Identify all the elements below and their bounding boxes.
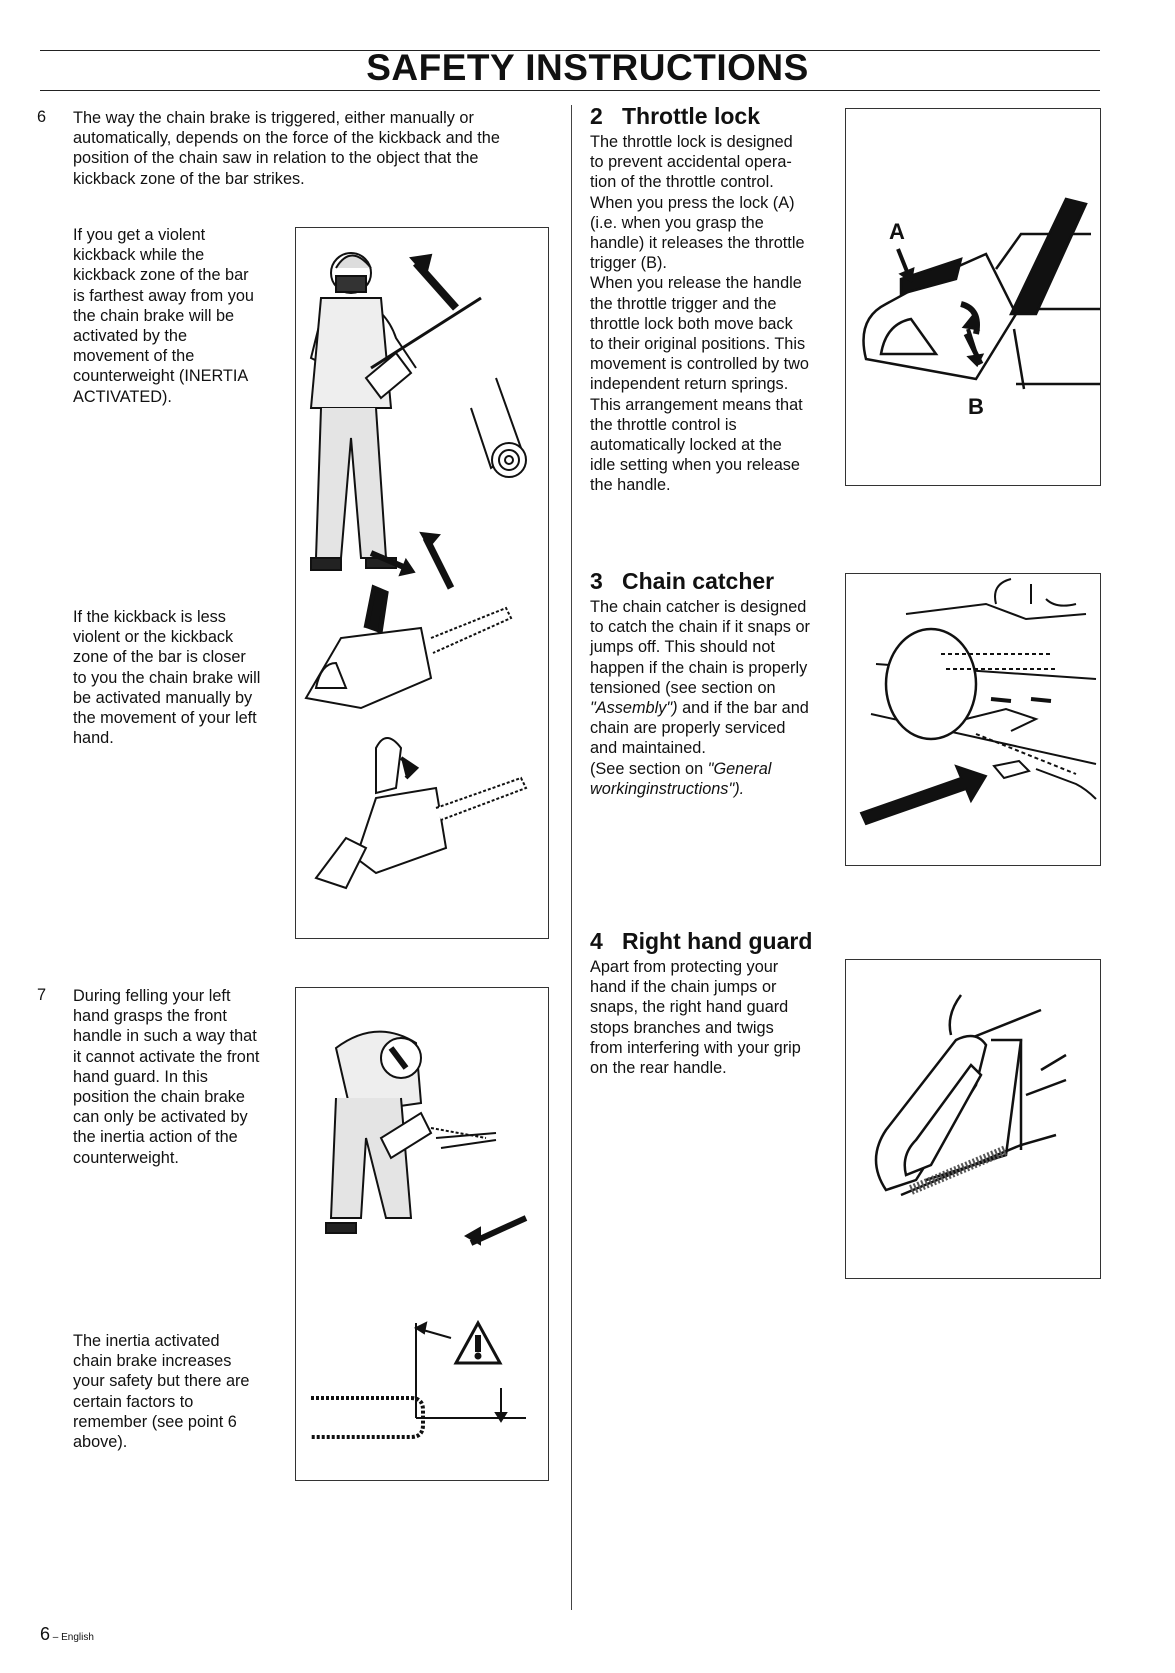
person-kickback-icon xyxy=(311,253,526,570)
text-line: can only be activated by xyxy=(73,1108,248,1127)
section-2 xyxy=(590,103,835,496)
text-line: idle setting when you release xyxy=(590,456,800,475)
text-line: and maintained. xyxy=(590,739,706,758)
text-line: movement of the xyxy=(73,347,195,366)
text-line: it cannot activate the front xyxy=(73,1047,260,1066)
text-line: handle in such a way that xyxy=(73,1027,257,1046)
text-line: kickback zone of the bar xyxy=(73,266,249,285)
text-span: (See section on xyxy=(590,759,708,778)
text-line: tion of the throttle control. xyxy=(590,173,774,192)
text-line: zone of the bar is closer xyxy=(73,648,246,667)
text-line: hand. xyxy=(73,729,114,748)
text-line: The way the chain brake is triggered, either manually or xyxy=(73,109,474,127)
person-felling-icon xyxy=(326,1032,526,1244)
text-line: to their original positions. This xyxy=(590,335,806,354)
text-line: violent or the kickback xyxy=(73,628,234,647)
text-line: kickback while the xyxy=(73,246,205,265)
text-line: tensioned (see section on xyxy=(590,678,776,697)
general-ref: "General xyxy=(707,759,772,778)
text-line: Apart from protecting your xyxy=(590,958,779,976)
text-line: hand grasps the front xyxy=(73,1007,227,1026)
item-6-illustration-box xyxy=(295,227,549,939)
item-7-illustration-box xyxy=(295,987,549,1481)
section-title: Throttle lock xyxy=(622,103,761,129)
text-line: independent return springs. xyxy=(590,375,789,394)
assembly-ref: "Assembly") xyxy=(590,699,678,718)
text-line: from interfering with your grip xyxy=(590,1038,801,1057)
section-4 xyxy=(590,928,835,1078)
text-line: to you the chain brake will xyxy=(73,668,261,687)
text-line xyxy=(590,779,845,799)
text-line: This arrangement means that xyxy=(590,395,803,414)
text-line: hand guard. In this xyxy=(73,1067,208,1086)
text-line: When you release the handle xyxy=(590,274,802,293)
text-line: (i.e. when you grasp the xyxy=(590,213,764,232)
page-number: 6 xyxy=(40,1624,51,1644)
text-line: throttle lock both move back xyxy=(590,314,793,333)
text-line: the movement of your left xyxy=(73,709,257,728)
label-b: B xyxy=(968,394,984,419)
text-line: hand if the chain jumps or xyxy=(590,978,777,997)
text-line: is farthest away from you xyxy=(73,286,254,305)
text-line: the chain brake will be xyxy=(73,306,235,325)
text-line: happen if the chain is properly xyxy=(590,658,808,677)
text-line: to prevent accidental opera- xyxy=(590,153,792,172)
item-7-felling-text xyxy=(73,986,283,1168)
text-line: When you press the lock (A) xyxy=(590,193,795,212)
text-line: position of the chain saw in relation to the object that the xyxy=(73,149,479,168)
text-line: The chain catcher is designed xyxy=(590,598,807,616)
text-line: counterweight. xyxy=(73,1148,179,1167)
right-hand-guard-icon xyxy=(846,960,1100,1278)
section-3-text xyxy=(590,597,845,799)
kickback-illustrations xyxy=(296,228,548,938)
column-divider xyxy=(571,105,572,1610)
text-span: and if the bar and xyxy=(677,699,809,718)
chain-catcher-illustration-box xyxy=(845,573,1101,866)
section-title: Right hand guard xyxy=(622,928,813,954)
text-line: above). xyxy=(73,1433,128,1452)
text-line: trigger (B). xyxy=(590,254,667,273)
page-title: SAFETY INSTRUCTIONS xyxy=(366,47,809,88)
section-heading xyxy=(590,928,835,955)
chain-warning-icon xyxy=(311,1323,526,1437)
title-underline xyxy=(40,90,1100,91)
item-6-number: 6 xyxy=(37,108,47,126)
general-ref-cont: workinginstructions"). xyxy=(590,779,745,798)
text-line: snaps, the right hand guard xyxy=(590,998,789,1017)
text-line: counterweight (INERTIA xyxy=(73,367,249,386)
section-heading xyxy=(590,103,835,130)
text-line: position the chain brake xyxy=(73,1088,245,1107)
text-line: automatically locked at the xyxy=(590,436,782,455)
item-7-inertia-text xyxy=(73,1331,283,1452)
text-line: to catch the chain if it snaps or xyxy=(590,618,810,637)
text-line: During felling your left xyxy=(73,987,231,1005)
text-line: the throttle trigger and the xyxy=(590,294,777,313)
item-7-number: 7 xyxy=(37,986,47,1004)
item-6-intro xyxy=(73,108,553,189)
section-number: 3 xyxy=(590,568,603,594)
text-line: be activated manually by xyxy=(73,688,253,707)
text-line: the throttle control is xyxy=(590,415,737,434)
text-line xyxy=(590,698,845,718)
text-line: The inertia activated xyxy=(73,1332,220,1350)
item-6-manual-text xyxy=(73,607,283,748)
chain-catcher-icon xyxy=(846,574,1100,865)
text-line: If the kickback is less xyxy=(73,608,226,626)
text-line xyxy=(590,759,845,779)
text-line: jumps off. This should not xyxy=(590,638,775,657)
label-a: A xyxy=(889,219,905,244)
section-title: Chain catcher xyxy=(622,568,775,594)
footer-language: English xyxy=(61,1632,94,1643)
section-number: 2 xyxy=(590,103,603,129)
text-line: the handle. xyxy=(590,476,671,495)
text-line: automatically, depends on the force of the kickback and the xyxy=(73,129,500,148)
item-6-inertia-text xyxy=(73,225,283,407)
section-3 xyxy=(590,568,845,799)
page-footer xyxy=(40,1624,94,1645)
text-line: on the rear handle. xyxy=(590,1059,727,1078)
text-line: movement is controlled by two xyxy=(590,355,809,374)
text-line: stops branches and twigs xyxy=(590,1018,774,1037)
text-line: your safety but there are xyxy=(73,1372,250,1391)
section-2-text xyxy=(590,132,835,496)
felling-illustrations xyxy=(296,988,548,1480)
text-line: certain factors to xyxy=(73,1392,194,1411)
footer-separator: – xyxy=(50,1632,62,1643)
text-line: remember (see point 6 xyxy=(73,1412,237,1431)
text-line: ACTIVATED). xyxy=(73,387,172,406)
text-line: The throttle lock is designed xyxy=(590,133,793,151)
text-line: handle) it releases the throttle xyxy=(590,234,805,253)
section-4-text xyxy=(590,957,835,1078)
text-line: kickback zone of the bar strikes. xyxy=(73,169,305,188)
throttle-lock-illustration-box xyxy=(845,108,1101,486)
front-guard-saw-icon xyxy=(316,738,526,888)
section-heading xyxy=(590,568,845,595)
right-hand-guard-illustration-box xyxy=(845,959,1101,1279)
section-number: 4 xyxy=(590,928,603,954)
text-line: chain brake increases xyxy=(73,1352,232,1371)
text-line: activated by the xyxy=(73,327,188,346)
text-line: the inertia action of the xyxy=(73,1128,238,1147)
text-line: If you get a violent xyxy=(73,226,206,244)
throttle-lock-icon xyxy=(846,109,1100,485)
text-line: chain are properly serviced xyxy=(590,719,786,738)
